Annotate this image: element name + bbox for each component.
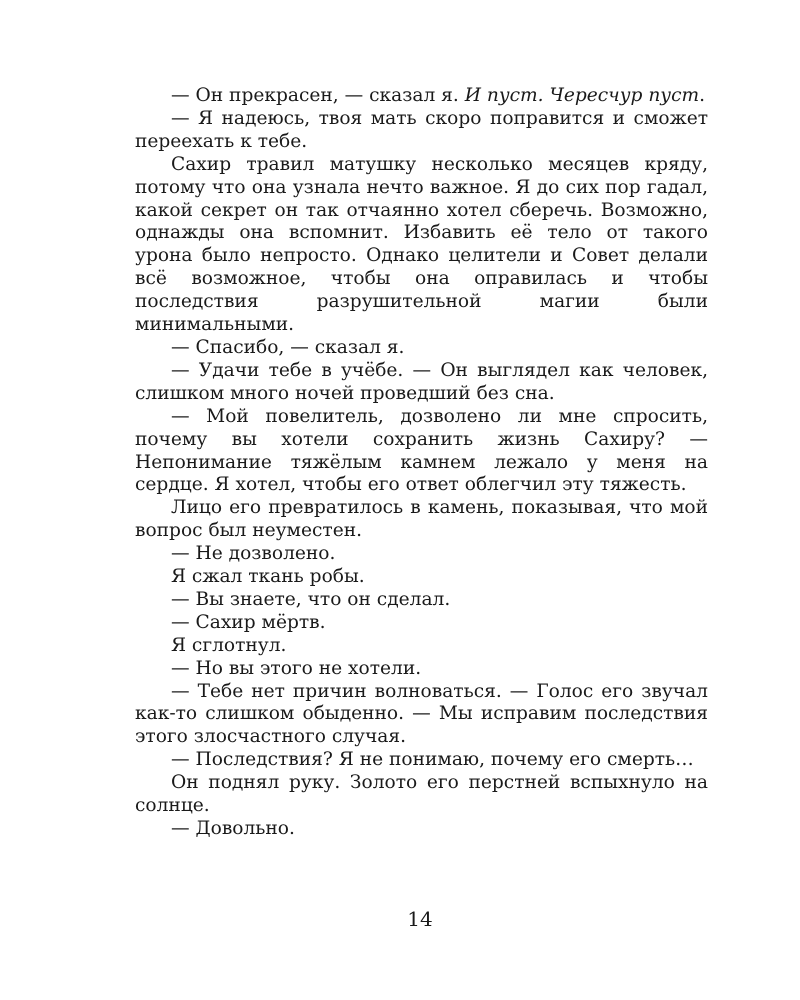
body-text: [135, 85, 708, 841]
paragraph: Он поднял руку. Золото его перстней вспыхнуло на солнце.: [135, 772, 708, 817]
paragraph: Я сглотнул.: [171, 634, 287, 656]
paragraph: — Мой повелитель, дозволено ли мне спросить, почему вы хотели сохранить жизнь Сахиру? — Непонимание тяжёлым камнем лежало у меня на сердце. Я хотел, чтобы его ответ облегчил эту тяжесть.: [135, 405, 708, 496]
paragraph: — Спасибо, — сказал я.: [171, 336, 405, 358]
paragraph: Сахир травил матушку несколько месяцев кряду, потому что она узнала нечто важное. Я до сих пор гадал, какой секрет он так отчаянно хотел сберечь. Возможно, однажды она вспомнит. Избавить её тело от такого урона было непросто. Однако целители и Совет делали всё возможное, чтобы она оправилась и чтобы последствия разрушительной магии были минимальными.: [135, 153, 708, 336]
paragraph: — Я надеюсь, твоя мать скоро поправится и сможет переехать к тебе.: [135, 107, 708, 152]
paragraph: Лицо его превратилось в камень, показывая, что мой вопрос был неуместен.: [135, 497, 708, 542]
paragraph: Я сжал ткань робы.: [171, 566, 365, 588]
paragraph: — Последствия? Я не понимаю, почему его смерть…: [171, 749, 694, 771]
paragraph: — Тебе нет причин волноваться. — Голос его звучал как-то слишком обыденно. — Мы исправим последствия этого злосчастного случая.: [135, 680, 708, 748]
paragraph: — Но вы этого не хотели.: [171, 657, 422, 679]
paragraph-text: — Он прекрасен, — сказал я.: [171, 85, 465, 106]
paragraph: — Довольно.: [171, 818, 295, 839]
paragraph: — Удачи тебе в учёбе. — Он выглядел как человек, слишком много ночей проведший без сна.: [135, 359, 708, 404]
paragraph: [135, 85, 708, 108]
paragraph: — Не дозволено.: [171, 543, 336, 565]
italic-thought: И пуст. Чересчур пуст: [464, 85, 700, 106]
paragraph: — Сахир мёртв.: [171, 611, 326, 633]
page-number: 14: [407, 907, 433, 931]
paragraph-text: .: [699, 85, 706, 106]
paragraph: — Вы знаете, что он сделал.: [171, 588, 451, 610]
